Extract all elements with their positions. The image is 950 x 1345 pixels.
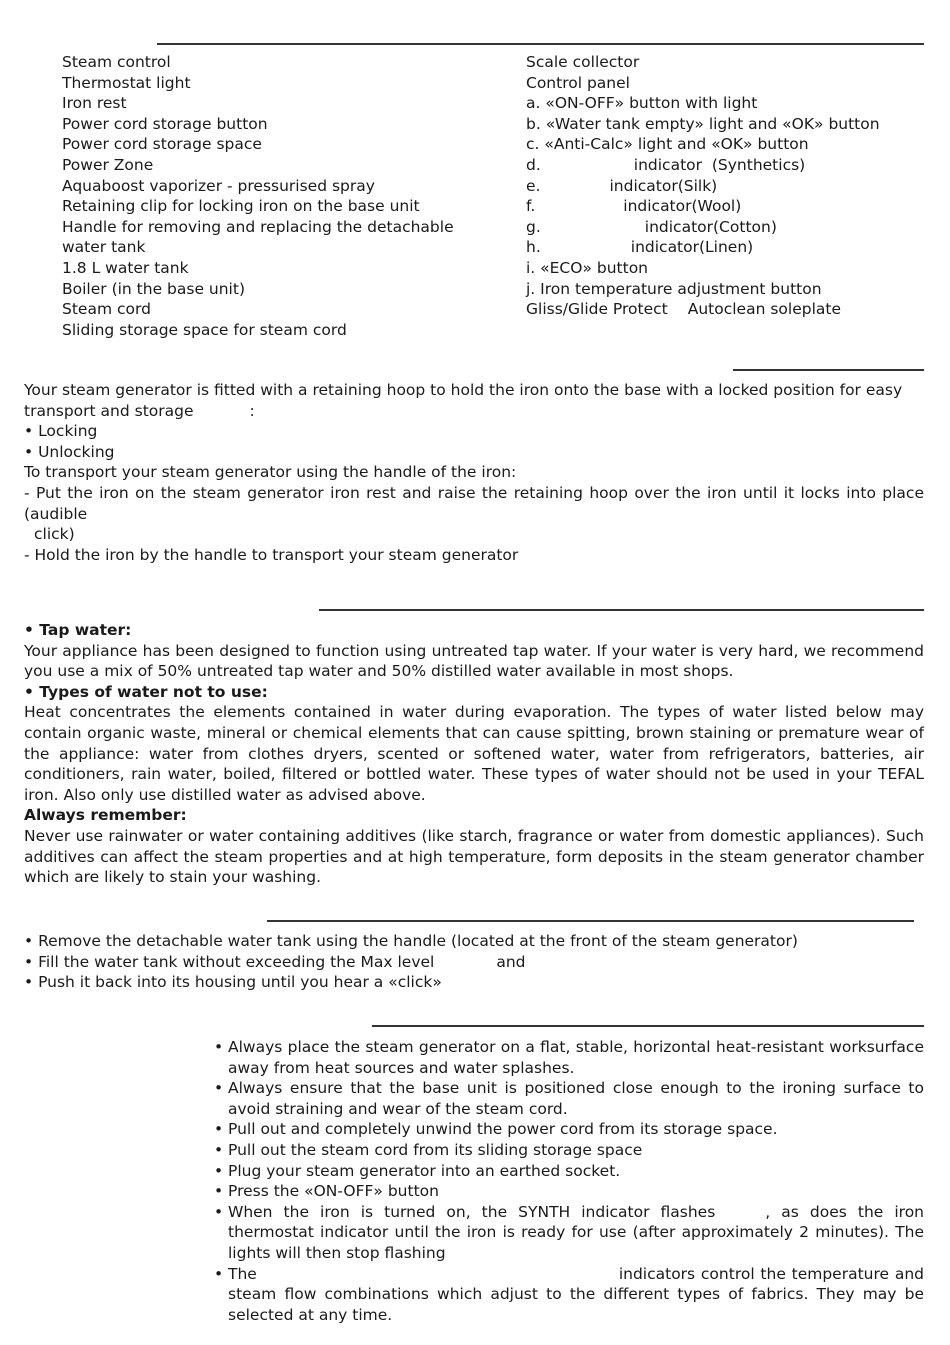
component-item: Power Zone — [62, 155, 154, 174]
component-item: Retaining clip for locking iron on the base unit — [62, 197, 420, 216]
section-rule-filling — [267, 920, 914, 922]
setup-item-synth: • When the iron is turned on, the SYNTH indicator flashes , as does the iron thermostat indicator until the iron is ready for use (after approximately 2 minutes). The lights will then stop flashing — [214, 1202, 924, 1264]
retaining-step-1-cont: click) — [34, 525, 75, 544]
setup-item: • Press the «ON-OFF» button — [214, 1181, 924, 1202]
water-section — [24, 620, 924, 888]
components-list-left — [62, 52, 454, 340]
component-item: Thermostat light — [62, 73, 191, 92]
retaining-intro-2: transport and storage : — [24, 401, 255, 420]
setup-item: • Pull out the steam cord from its sliding storage space — [214, 1140, 924, 1161]
setup-section — [214, 1037, 924, 1325]
section-rule-components — [157, 43, 924, 45]
component-item: Handle for removing and replacing the detachable — [62, 217, 454, 236]
types-water-text: Heat concentrates the elements contained in water during evaporation. The types of water listed below may contain organic waste, mineral or chemical elements that can cause spitting, brown staining or premature wear of the appliance: water from clothes dryers, scented or softened water, water from refrigerators, batteries, air conditioners, rain water, boiled, filtered or bottled water. These types of water should not be used in your TEFAL iron. Also only use distilled water as advised above. — [24, 703, 924, 804]
components-list-right — [526, 52, 880, 320]
setup-item-indicators: • The indicators control the temperature and steam flow combinations which adjust to the different types of fabrics. They may be selected at any time. — [214, 1264, 924, 1326]
component-item: Power cord storage button — [62, 114, 268, 133]
retaining-transport: To transport your steam generator using the handle of the iron: — [24, 463, 517, 482]
setup-item: • Plug your steam generator into an earthed socket. — [214, 1161, 924, 1182]
filling-item-1: • Remove the detachable water tank using the handle (located at the front of the steam generator) — [24, 932, 798, 950]
setup-item: • Always place the steam generator on a flat, stable, horizontal heat-resistant worksurface away from heat sources and water splashes. — [214, 1037, 924, 1078]
component-item: Control panel — [526, 73, 630, 92]
component-item: Power cord storage space — [62, 135, 262, 154]
types-water-heading: • Types of water not to use: — [24, 682, 268, 701]
retaining-section — [24, 380, 924, 565]
component-item: Steam cord — [62, 300, 151, 319]
component-item-h: h. indicator(Linen) — [526, 238, 754, 257]
component-item: c. «Anti-Calc» light and «OK» button — [526, 135, 809, 154]
retaining-locking: • Locking — [24, 422, 98, 441]
component-item: Scale collector — [526, 53, 640, 71]
component-item: Steam control — [62, 53, 171, 71]
retaining-step-1: - Put the iron on the steam generator iron rest and raise the retaining hoop over the iron until it locks into place (audible — [24, 483, 924, 523]
retaining-intro: Your steam generator is fitted with a retaining hoop to hold the iron onto the base with a locked position for easy — [24, 381, 903, 399]
component-item: Sliding storage space for steam cord — [62, 320, 347, 339]
section-rule-retaining — [733, 369, 924, 371]
section-rule-setup — [372, 1025, 924, 1027]
component-item: Aquaboost vaporizer - pressurised spray — [62, 176, 375, 195]
component-item: a. «ON-OFF» button with light — [526, 94, 758, 113]
component-item: water tank — [62, 238, 146, 257]
section-rule-water — [319, 609, 924, 611]
component-item-e: e. indicator(Silk) — [526, 176, 718, 195]
retaining-unlocking: • Unlocking — [24, 442, 115, 461]
filling-item-3: • Push it back into its housing until you hear a «click» — [24, 973, 442, 992]
tap-water-text: Your appliance has been designed to function using untreated tap water. If your water is very hard, we recommend you use a mix of 50% untreated tap water and 50% distilled water available in most shops. — [24, 641, 924, 681]
filling-section — [24, 931, 924, 993]
component-item-d: d. indicator (Synthetics) — [526, 155, 806, 174]
component-item-f: f. indicator(Wool) — [526, 197, 742, 216]
component-item: i. «ECO» button — [526, 258, 648, 277]
component-item-soleplate: Gliss/Glide Protect Autoclean soleplate — [526, 300, 841, 319]
component-item-g: g. indicator(Cotton) — [526, 217, 777, 236]
setup-item: • Always ensure that the base unit is positioned close enough to the ironing surface to avoid straining and wear of the steam cord. — [214, 1078, 924, 1119]
component-item: j. Iron temperature adjustment button — [526, 279, 822, 298]
always-remember-text: Never use rainwater or water containing additives (like starch, fragrance or water from domestic appliances). Such additives can affect the steam properties and at high temperature, form deposits in the steam generator chamber which are likely to stain your washing. — [24, 826, 924, 887]
filling-item-2: • Fill the water tank without exceeding the Max level and — [24, 952, 526, 971]
component-item: Iron rest — [62, 94, 127, 113]
retaining-step-2: - Hold the iron by the handle to transport your steam generator — [24, 545, 519, 564]
component-item: b. «Water tank empty» light and «OK» button — [526, 114, 880, 133]
always-remember-heading: Always remember: — [24, 806, 187, 825]
setup-item: • Pull out and completely unwind the power cord from its storage space. — [214, 1119, 924, 1140]
component-item: 1.8 L water tank — [62, 258, 189, 277]
tap-water-heading: • Tap water: — [24, 621, 132, 639]
component-item: Boiler (in the base unit) — [62, 279, 245, 298]
